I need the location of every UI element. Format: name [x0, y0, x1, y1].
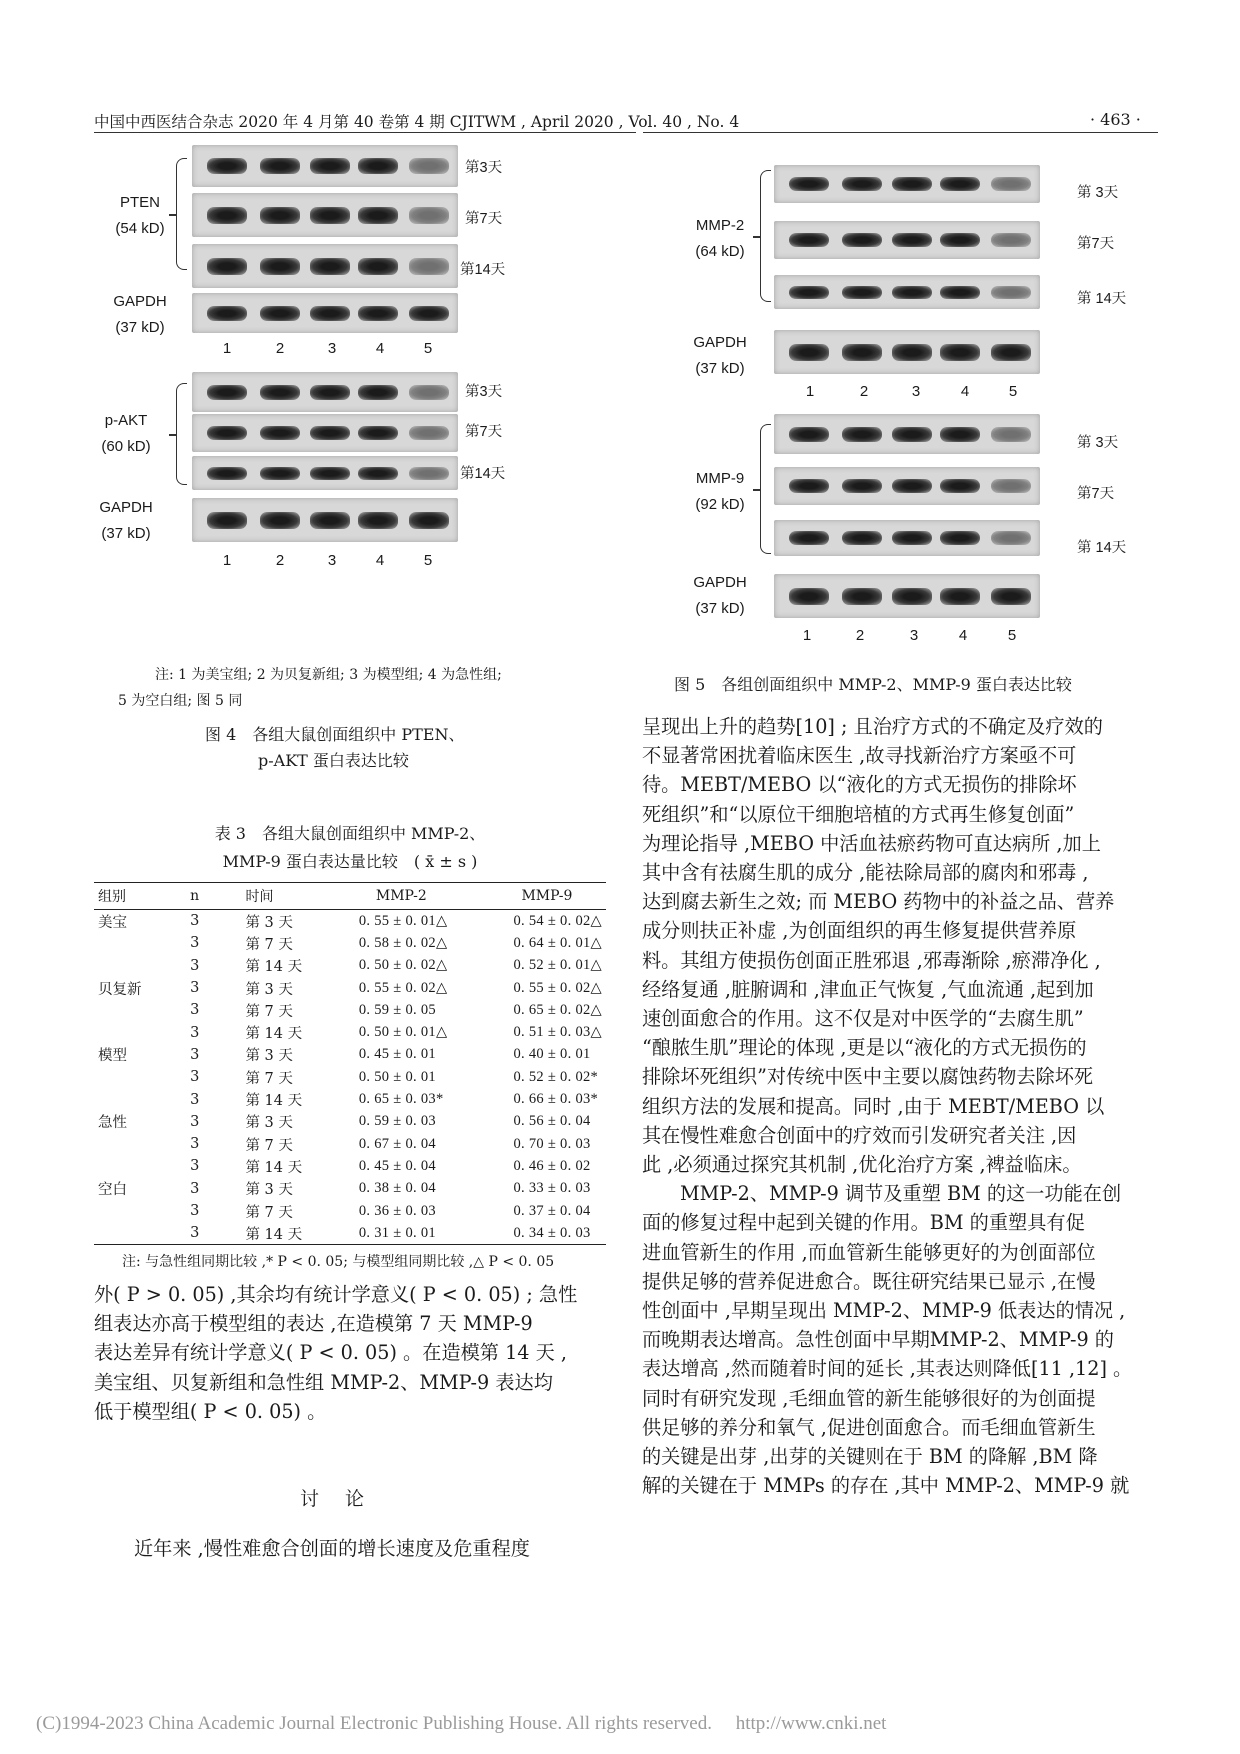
table-cell: 0. 70 ± 0. 03 — [513, 1135, 591, 1152]
blot-band — [260, 512, 300, 529]
blot-band — [789, 531, 829, 545]
table-row — [94, 1155, 606, 1177]
text-line: 成分则扶正补虚 ,为创面组织的再生修复提供营养原 — [642, 919, 1077, 943]
blot-pakt-day3 — [192, 372, 458, 412]
discussion-first-line: 近年来 ,慢性难愈合创面的增长速度及危重程度 — [134, 1537, 530, 1560]
table-cell: 3 — [190, 980, 200, 997]
col-header: 组别 — [98, 889, 126, 905]
table-row — [94, 1088, 606, 1110]
page-number: · 463 · — [1090, 110, 1141, 129]
table-cell — [94, 932, 186, 954]
col-header: MMP-2 — [375, 888, 427, 904]
label-day14: 第 14天 — [1077, 540, 1127, 556]
table-cell: 第 14 天 — [245, 1026, 303, 1043]
table-note: 注: 与急性组同期比较 ,* P < 0. 05; 与模型组同期比较 ,△ P < 0. 05 — [122, 1254, 555, 1271]
table-cell: 3 — [190, 913, 200, 930]
blot-band — [991, 233, 1031, 247]
data-table — [94, 883, 606, 1244]
table-row — [94, 1178, 606, 1200]
blot-band — [991, 427, 1031, 442]
label-day3: 第3天 — [465, 160, 503, 176]
blot-band — [310, 512, 350, 529]
blot-band — [409, 158, 449, 174]
figure-note: 5 为空白组; 图 5 同 — [118, 693, 243, 709]
blot-band — [260, 306, 300, 321]
lane-number: 1 — [222, 552, 232, 569]
table-cell: 3 — [190, 1180, 200, 1197]
blot-band — [260, 158, 300, 174]
blot-band — [789, 479, 829, 493]
table-cell — [94, 999, 186, 1021]
lane-number: 5 — [1008, 383, 1018, 400]
blot-band — [260, 426, 300, 440]
blot-mmp9-day14 — [774, 520, 1040, 556]
blot-gapdh-5a — [774, 330, 1040, 374]
text-line: 的关键是出芽 ,出芽的关键则在于 BM 的降解 ,BM 降 — [642, 1445, 1098, 1469]
blot-band — [842, 479, 882, 493]
blot-band — [358, 385, 398, 400]
table-cell: 0. 37 ± 0. 04 — [513, 1202, 591, 1219]
table-cell: 0. 40 ± 0. 01 — [513, 1046, 591, 1063]
table-cell — [94, 1133, 186, 1155]
table-cell: 3 — [190, 1091, 200, 1108]
blot-band — [310, 467, 350, 480]
blot-band — [940, 286, 980, 299]
col-header: 时间 — [245, 889, 274, 905]
label-day3: 第 3天 — [1077, 185, 1119, 201]
blot-pten-day14 — [192, 244, 458, 288]
text-line: 料。其组方使损伤创面正胜邪退 ,邪毒渐除 ,瘀滞净化 , — [642, 948, 1101, 972]
text-line: 其在慢性难愈合创面中的疗效而引发研究者关注 ,因 — [642, 1123, 1077, 1147]
table-cell: 贝复新 — [98, 981, 142, 998]
mmp2-label: MMP-2 (64 kD) — [695, 217, 745, 260]
blot-band — [207, 306, 247, 321]
table-cell: 3 — [190, 1069, 200, 1086]
table-row — [94, 1200, 606, 1222]
figure-note: 注: 1 为美宝组; 2 为贝复新组; 3 为模型组; 4 为急性组; — [155, 667, 502, 683]
figure-4-caption: 图 4 各组大鼠创面组织中 PTEN、 — [205, 725, 465, 744]
table-cell: 第 14 天 — [245, 1159, 303, 1176]
table-cell: 3 — [190, 1158, 200, 1175]
label-day14: 第14天 — [460, 466, 506, 482]
blot-band — [991, 177, 1031, 191]
table-cell: 第 7 天 — [245, 1070, 293, 1087]
text-line: 排除坏死组织”对传统中医中主要以腐蚀药物去除坏死 — [642, 1065, 1094, 1089]
text-line: 外( P > 0. 05) ,其余均有统计学意义( P < 0. 05) ; 急性 — [94, 1283, 578, 1306]
lane-number: 3 — [327, 552, 337, 569]
blot-band — [940, 427, 980, 442]
col-header: n — [190, 888, 200, 904]
lane-number: 3 — [327, 340, 337, 357]
blot-band — [260, 207, 300, 224]
blot-band — [991, 531, 1031, 545]
text-line: 面的修复过程中起到关键的作用。BM 的重塑具有促 — [642, 1211, 1085, 1235]
table-cell — [94, 1021, 186, 1043]
table-cell — [94, 1222, 186, 1244]
table-row — [94, 1111, 606, 1133]
blot-pakt-day7 — [192, 414, 458, 452]
text-line: 组织方法的发展和提高。同时 ,由于 MEBT/MEBO 以 — [642, 1094, 1105, 1118]
label-day14: 第 14天 — [1077, 291, 1127, 307]
blot-band — [892, 286, 932, 299]
label-day14: 第14天 — [460, 262, 506, 278]
table-cell: 0. 33 ± 0. 03 — [513, 1180, 591, 1197]
blot-band — [789, 344, 829, 361]
text-line: 解的关键在于 MMPs 的存在 ,其中 MMP-2、MMP-9 就 — [642, 1474, 1130, 1498]
blot-band — [310, 306, 350, 321]
mmp9-brace — [760, 424, 771, 554]
blot-band — [409, 385, 449, 400]
blot-pakt-day14 — [192, 456, 458, 490]
blot-band — [842, 531, 882, 545]
table-cell: 第 3 天 — [245, 914, 293, 931]
table-cell: 0. 50 ± 0. 01 — [358, 1068, 436, 1085]
text-line: 此 ,必须通过探究其机制 ,优化治疗方案 ,裨益临床。 — [642, 1153, 1082, 1177]
table-header-row — [94, 883, 606, 910]
blot-band — [842, 588, 882, 605]
blot-band — [892, 427, 932, 442]
label-day7: 第7天 — [1077, 236, 1115, 252]
text-line: 速创面愈合的作用。这不仅是对中医学的“去腐生肌” — [642, 1007, 1084, 1031]
text-line: 为理论指导 ,MEBO 中活血祛瘀药物可直达病所 ,加上 — [642, 831, 1101, 855]
table-cell: 0. 55 ± 0. 02△ — [513, 979, 602, 996]
table-cell: 第 14 天 — [245, 1093, 303, 1110]
table-cell: 0. 59 ± 0. 05 — [358, 1001, 436, 1018]
table-cell: 0. 51 ± 0. 03△ — [513, 1024, 602, 1041]
gapdh-label: GAPDH (37 kD) — [693, 574, 747, 617]
text-line: 其中含有祛腐生肌的成分 ,能祛除局部的腐肉和邪毒 , — [642, 861, 1089, 885]
blot-band — [991, 588, 1031, 605]
text-line: 待。MEBT/MEBO 以“液化的方式无损伤的排除坏 — [642, 773, 1077, 797]
table-cell: 0. 65 ± 0. 03* — [358, 1091, 444, 1108]
blot-band — [940, 588, 980, 605]
blot-band — [358, 467, 398, 480]
mmp9-label: MMP-9 (92 kD) — [695, 470, 745, 513]
table-cell: 3 — [190, 1046, 200, 1063]
blot-band — [310, 385, 350, 400]
blot-band — [892, 177, 932, 191]
blot-band — [207, 467, 247, 480]
blot-band — [940, 344, 980, 361]
blot-gapdh-5b — [774, 574, 1040, 618]
table-cell: 急性 — [98, 1115, 127, 1132]
table-row — [94, 977, 606, 999]
table-cell: 空白 — [98, 1182, 127, 1199]
table-cell: 0. 66 ± 0. 03* — [513, 1091, 599, 1108]
blot-band — [842, 344, 882, 361]
table-cell: 0. 52 ± 0. 01△ — [513, 957, 602, 974]
blot-band — [892, 233, 932, 247]
table-cell — [94, 1155, 186, 1177]
blot-band — [409, 426, 449, 440]
blot-band — [310, 158, 350, 174]
paragraph — [642, 1179, 1157, 1500]
lane-number: 1 — [222, 340, 232, 357]
blot-band — [207, 426, 247, 440]
blot-band — [842, 427, 882, 442]
blot-band — [892, 588, 932, 605]
paragraph — [642, 712, 1157, 1179]
pakt-brace — [176, 383, 187, 485]
blot-band — [207, 512, 247, 529]
blot-band — [409, 467, 449, 480]
table-row — [94, 1044, 606, 1066]
table-cell: 0. 46 ± 0. 02 — [513, 1157, 591, 1174]
lane-number: 1 — [802, 627, 812, 644]
table-body — [94, 910, 606, 1245]
text-line: 经络复通 ,脏腑调和 ,津血正气恢复 ,气血流通 ,起到加 — [642, 977, 1094, 1001]
gapdh-label: GAPDH (37 kD) — [99, 499, 153, 542]
table-cell: 3 — [190, 1203, 200, 1219]
blot-band — [260, 258, 300, 275]
table-cell: 0. 45 ± 0. 01 — [358, 1046, 436, 1063]
blot-band — [409, 258, 449, 275]
blot-band — [260, 385, 300, 400]
label-day7: 第7天 — [465, 424, 503, 440]
blot-band — [940, 233, 980, 247]
text-line: 提供足够的营养促进愈合。既往研究结果已显示 ,在慢 — [642, 1269, 1096, 1293]
table-cell — [94, 1066, 186, 1088]
table-cell: 0. 67 ± 0. 04 — [358, 1135, 436, 1152]
figure-4 — [0, 0, 640, 770]
blot-band — [358, 158, 398, 174]
table-cell: 第 3 天 — [245, 1115, 293, 1132]
blot-band — [892, 344, 932, 361]
table-cell: 第 14 天 — [245, 1226, 303, 1243]
table-row — [94, 1133, 606, 1155]
section-heading: 讨论 — [300, 1488, 391, 1510]
text-line: 组表达亦高于模型组的表达 ,在造模第 7 天 MMP-9 — [94, 1312, 533, 1336]
blot-band — [310, 207, 350, 224]
table-row — [94, 955, 606, 977]
table-cell: 0. 31 ± 0. 01 — [358, 1224, 436, 1241]
table-cell: 0. 50 ± 0. 02△ — [358, 957, 448, 974]
blot-band — [789, 588, 829, 605]
blot-band — [789, 427, 829, 442]
table-cell: 0. 34 ± 0. 03 — [513, 1224, 591, 1241]
table-cell: 0. 55 ± 0. 02△ — [358, 979, 448, 996]
blot-band — [207, 385, 247, 400]
table-cell: 第 3 天 — [245, 1182, 293, 1199]
text-line: 达到腐去新生之效; 而 MEBO 药物中的补益之品、营养 — [642, 890, 1115, 914]
lane-number: 4 — [375, 340, 385, 357]
blot-gapdh-4a — [192, 293, 458, 333]
table-cell: 第 14 天 — [245, 959, 303, 976]
lane-number: 4 — [960, 383, 970, 400]
table-cell: 0. 45 ± 0. 04 — [358, 1157, 436, 1174]
table-title: 表 3 各组大鼠创面组织中 MMP-2、 — [214, 824, 486, 843]
blot-band — [358, 207, 398, 224]
table-cell: 0. 55 ± 0. 01△ — [358, 912, 448, 929]
table-cell: 3 — [190, 957, 200, 974]
text-line: MMP-2、MMP-9 调节及重塑 BM 的这一功能在创 — [680, 1182, 1122, 1206]
lane-number: 5 — [1007, 627, 1017, 644]
text-line: 美宝组、贝复新组和急性组 MMP-2、MMP-9 表达均 — [94, 1370, 553, 1394]
table-cell: 模型 — [98, 1048, 127, 1065]
blot-band — [358, 512, 398, 529]
table-cell — [94, 1088, 186, 1110]
lane-number: 2 — [855, 627, 865, 644]
table-cell: 0. 56 ± 0. 04 — [513, 1113, 591, 1130]
lane-number: 5 — [423, 552, 433, 569]
blot-band — [310, 258, 350, 275]
blot-band — [991, 286, 1031, 299]
blot-band — [409, 306, 449, 321]
table-cell: 3 — [190, 1225, 200, 1242]
text-line: 呈现出上升的趋势[10] ; 且治疗方式的不确定及疗效的 — [642, 715, 1103, 738]
lane-number: 2 — [859, 383, 869, 400]
blot-band — [207, 158, 247, 174]
label-day7: 第7天 — [1077, 486, 1115, 502]
table-row — [94, 999, 606, 1021]
blot-band — [789, 233, 829, 247]
blot-pten-day7 — [192, 193, 458, 237]
table-3 — [94, 820, 606, 1271]
blot-band — [358, 426, 398, 440]
right-body-text — [642, 712, 1157, 1500]
table-cell: 第 3 天 — [245, 1048, 293, 1065]
blot-band — [789, 177, 829, 191]
table-cell: 0. 59 ± 0. 03 — [358, 1113, 436, 1130]
blot-band — [842, 233, 882, 247]
lane-number: 4 — [375, 552, 385, 569]
text-line: 不显著常困扰着临床医生 ,故寻找新治疗方案亟不可 — [642, 744, 1077, 768]
journal-header: 中国中西医结合杂志 2020 年 4 月第 40 卷第 4 期 CJITWM , April 2020 , Vol. 40 , No. 4 — [94, 113, 740, 131]
blot-band — [310, 426, 350, 440]
table-cell: 0. 54 ± 0. 02△ — [513, 912, 602, 929]
table-cell: 0. 65 ± 0. 02△ — [513, 1001, 602, 1018]
lane-number: 2 — [275, 340, 285, 357]
blot-mmp2-day3 — [774, 165, 1040, 203]
table-row — [94, 1066, 606, 1088]
lane-number: 3 — [911, 383, 921, 400]
gapdh-label: GAPDH (37 kD) — [693, 334, 747, 377]
table-row — [94, 1222, 606, 1244]
blot-band — [991, 344, 1031, 361]
table-cell: 0. 38 ± 0. 04 — [358, 1180, 436, 1197]
table-cell: 第 7 天 — [245, 1003, 293, 1020]
blot-band — [892, 531, 932, 545]
text-line: 低于模型组( P < 0. 05) 。 — [94, 1399, 327, 1423]
table-cell: 0. 50 ± 0. 01△ — [358, 1024, 448, 1041]
blot-band — [409, 207, 449, 224]
blot-mmp2-day14 — [774, 275, 1040, 309]
figure-5 — [640, 0, 1240, 700]
blot-pten-day3 — [192, 145, 458, 187]
blot-band — [940, 479, 980, 493]
blot-band — [207, 207, 247, 224]
copyright-footer: (C)1994-2023 China Academic Journal Electronic Publishing House. All rights reserved. http://www.cnki.net — [36, 1713, 887, 1734]
table-cell: 0. 36 ± 0. 03 — [358, 1202, 436, 1219]
table-cell: 第 7 天 — [245, 1204, 293, 1221]
blot-band — [892, 479, 932, 493]
table-cell: 3 — [190, 1024, 200, 1041]
blot-band — [991, 479, 1031, 493]
table-cell: 第 7 天 — [245, 936, 293, 953]
pten-label: PTEN (54 kD) — [115, 194, 165, 237]
table-cell: 第 3 天 — [245, 981, 293, 998]
table-cell: 3 — [190, 1002, 200, 1019]
blot-band — [940, 177, 980, 191]
lane-number: 1 — [805, 383, 815, 400]
blot-gapdh-4b — [192, 498, 458, 542]
blot-mmp9-day7 — [774, 467, 1040, 505]
text-line: “酿脓生肌”理论的体现 ,更是以“液化的方式无损伤的 — [642, 1036, 1087, 1060]
lane-number: 5 — [423, 340, 433, 357]
table-cell: 0. 58 ± 0. 02△ — [358, 934, 448, 951]
table-cell: 0. 52 ± 0. 02* — [513, 1068, 599, 1085]
text-line: 表达增高 ,然而随着时间的延长 ,其表达则降低[11 ,12] 。 — [642, 1357, 1133, 1381]
blot-band — [842, 177, 882, 191]
pakt-label: p-AKT (60 kD) — [101, 412, 151, 455]
text-line: 供足够的养分和氧气 ,促进创面愈合。而毛细血管新生 — [642, 1415, 1096, 1439]
table-cell: 美宝 — [98, 914, 127, 931]
table-cell: 第 7 天 — [245, 1137, 293, 1154]
pten-brace — [176, 158, 187, 270]
table-cell: 0. 64 ± 0. 01△ — [513, 934, 602, 951]
table-cell: 3 — [190, 1113, 200, 1130]
table-row — [94, 932, 606, 954]
table-row — [94, 1021, 606, 1043]
blot-band — [409, 512, 449, 529]
blot-band — [207, 258, 247, 275]
text-line: 表达差异有统计学意义( P < 0. 05) 。在造模第 14 天 , — [94, 1341, 567, 1365]
table-cell: 3 — [190, 1136, 200, 1153]
blot-band — [940, 531, 980, 545]
lane-number: 3 — [909, 627, 919, 644]
blot-band — [358, 306, 398, 321]
col-header: MMP-9 — [521, 888, 573, 904]
mmp2-brace — [760, 170, 771, 302]
blot-mmp2-day7 — [774, 221, 1040, 259]
text-line: 性创面中 ,早期呈现出 MMP-2、MMP-9 低表达的情况 , — [642, 1299, 1126, 1323]
text-line: 而晚期表达增高。急性创面中早期MMP-2、MMP-9 的 — [642, 1328, 1114, 1352]
blot-band — [260, 467, 300, 480]
blot-band — [842, 286, 882, 299]
text-line: 死组织”和“以原位干细胞培植的方式再生修复创面” — [642, 802, 1075, 826]
lane-number: 4 — [958, 627, 968, 644]
table-row — [94, 910, 606, 933]
label-day3: 第 3天 — [1077, 435, 1119, 451]
left-body-text — [94, 1280, 606, 1426]
gapdh-label: GAPDH (37 kD) — [113, 293, 167, 336]
text-line: 进血管新生的作用 ,而血管新生能够更好的为创面部位 — [642, 1240, 1096, 1264]
figure-5-caption: 图 5 各组创面组织中 MMP-2、MMP-9 蛋白表达比较 — [674, 675, 1072, 694]
label-day7: 第7天 — [465, 211, 503, 227]
table-title: MMP-9 蛋白表达量比较 ( x̄ ± s ) — [222, 852, 478, 871]
lane-number: 2 — [275, 552, 285, 569]
blot-mmp9-day3 — [774, 414, 1040, 454]
figure-4-caption: p-AKT 蛋白表达比较 — [258, 751, 409, 770]
blot-band — [358, 258, 398, 275]
label-day3: 第3天 — [465, 384, 503, 400]
table-cell — [94, 1200, 186, 1222]
table-cell: 3 — [190, 935, 200, 952]
table-cell — [94, 955, 186, 977]
text-line: 同时有研究发现 ,毛细血管的新生能够很好的为创面提 — [642, 1386, 1096, 1410]
blot-band — [789, 286, 829, 299]
